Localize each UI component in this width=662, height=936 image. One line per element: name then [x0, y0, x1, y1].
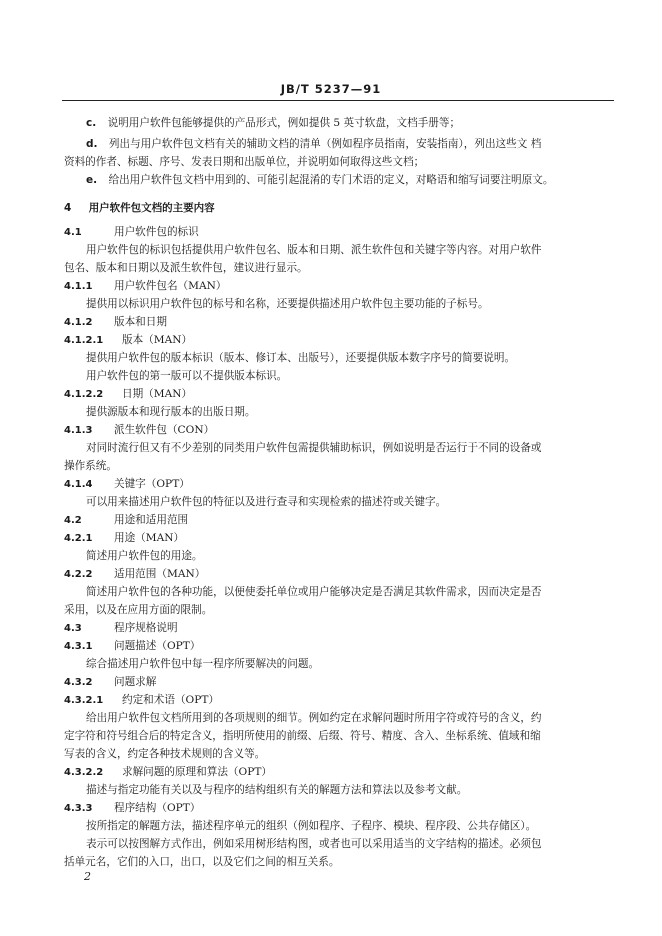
clause-4-3-2-2: 4.3.2.2 求解问题的原理和算法（OPT）: [64, 766, 273, 778]
clause-4-1-2-2: 4.1.2.2 日期（MAN）: [64, 388, 193, 400]
clause-4-2-2: 4.2.2 适用范围（MAN）: [64, 568, 206, 580]
paragraph-line: 采用，以及在应用方面的限制。: [64, 604, 213, 616]
paragraph-line: 包名、版本和日期以及派生软件包，建议进行显示。: [64, 262, 308, 274]
paragraph-line: 定字符和符号组合后的特定含义，指明所使用的前缀、后缀、符号、精度、含入、坐标系统、值域和缩: [64, 730, 541, 742]
paragraph-line: 提供用户软件包的版本标识（版本、修订本、出版号），还要提供版本数字序号的简要说明。: [86, 352, 516, 364]
clause-4-1-2: 4.1.2 版本和日期: [64, 316, 167, 328]
paragraph-line: 给出用户软件包文档所用到的各项规则的细节。例如约定在求解问题时所用字符或符号的含义，约: [86, 712, 542, 724]
paragraph-line: 写表的含义，约定各种技术规则的含义等。: [64, 748, 266, 760]
paragraph-line: 表示可以按图解方式作出，例如采用树形结构图，或者也可以采用适当的文字结构的描述。必须包: [86, 838, 542, 850]
clause-4-2-1: 4.2.1 用途（MAN）: [64, 532, 185, 544]
clause-4-1-4: 4.1.4 关键字（OPT）: [64, 478, 190, 490]
section-4-heading: 4 用户软件包文档的主要内容: [64, 202, 215, 214]
paragraph-line: 简述用户软件包的各种功能，以便使委托单位或用户能够决定是否满足其软件需求，因而决定是否: [86, 586, 542, 598]
paragraph-line: 按所指定的解题方法，描述程序单元的组织（例如程序、子程序、模块、程序段、公共存储区）。: [86, 820, 537, 832]
clause-4-3-2-1: 4.3.2.1 约定和术语（OPT）: [64, 694, 220, 706]
paragraph-line: 括单元名，它们的入口，出口，以及它们之间的相互关系。: [64, 856, 340, 868]
paragraph-line: 提供源版本和现行版本的出版日期。: [86, 406, 256, 418]
clause-4-3: 4.3 程序规格说明: [64, 622, 178, 634]
list-item-e: e. 给出用户软件包文档中用到的、可能引起混淆的专门术语的定义，对略语和缩写词要注明原文。: [86, 174, 554, 186]
clause-4-3-3: 4.3.3 程序结构（OPT）: [64, 802, 201, 814]
paragraph-line: 综合描述用户软件包中每一程序所要解决的问题。: [86, 658, 320, 670]
clause-4-3-1: 4.3.1 问题描述（OPT）: [64, 640, 201, 652]
clause-4-1-3: 4.1.3 派生软件包（CON）: [64, 424, 215, 436]
clause-4-2: 4.2 用途和适用范围: [64, 514, 189, 526]
list-item-c: c. 说明用户软件包能够提供的产品形式，例如提供 5 英寸软盘，文档手册等；: [86, 117, 461, 129]
clause-4-3-2: 4.3.2 问题求解: [64, 676, 157, 688]
paragraph-line: 用户软件包的标识包括提供用户软件包名、版本和日期、派生软件包和关键字等内容。对用户软件: [86, 244, 542, 256]
header-rule: [62, 100, 614, 101]
paragraph-line: 操作系统。: [64, 460, 117, 472]
paragraph-line: 提供用以标识用户软件包的标号和名称，还要提供描述用户软件包主要功能的子标号。: [86, 298, 489, 310]
document-number-header: JB/T 5237—91: [280, 82, 382, 96]
clause-4-1-2-1: 4.1.2.1 版本（MAN）: [64, 334, 193, 346]
clause-4-1: 4.1 用户软件包的标识: [64, 226, 199, 238]
paragraph-line: 用户软件包的第一版可以不提供版本标识。: [86, 370, 288, 382]
paragraph-line: 可以用来描述用户软件包的特征以及进行查寻和实现检索的描述符或关键字。: [86, 496, 447, 508]
clause-4-1-1: 4.1.1 用户软件包名（MAN）: [64, 280, 227, 292]
list-item-d: d. 列出与用户软件包文档有关的辅助文档的清单（例如程序员指南，安装指南），列出这些文 档: [86, 138, 542, 150]
list-item-d-cont: 资料的作者、标题、序号、发表日期和出版单位，并说明如何取得这些文档；: [64, 156, 425, 168]
paragraph-line: 对同时流行但又有不少差别的同类用户软件包需提供辅助标识，例如说明是否运行于不同的设备或: [86, 442, 542, 454]
paragraph-line: 描述与指定功能有关以及与程序的结构组织有关的解题方法和算法以及参考文献。: [86, 784, 468, 796]
paragraph-line: 简述用户软件包的用途。: [86, 550, 203, 562]
page-number: 2: [84, 870, 91, 883]
